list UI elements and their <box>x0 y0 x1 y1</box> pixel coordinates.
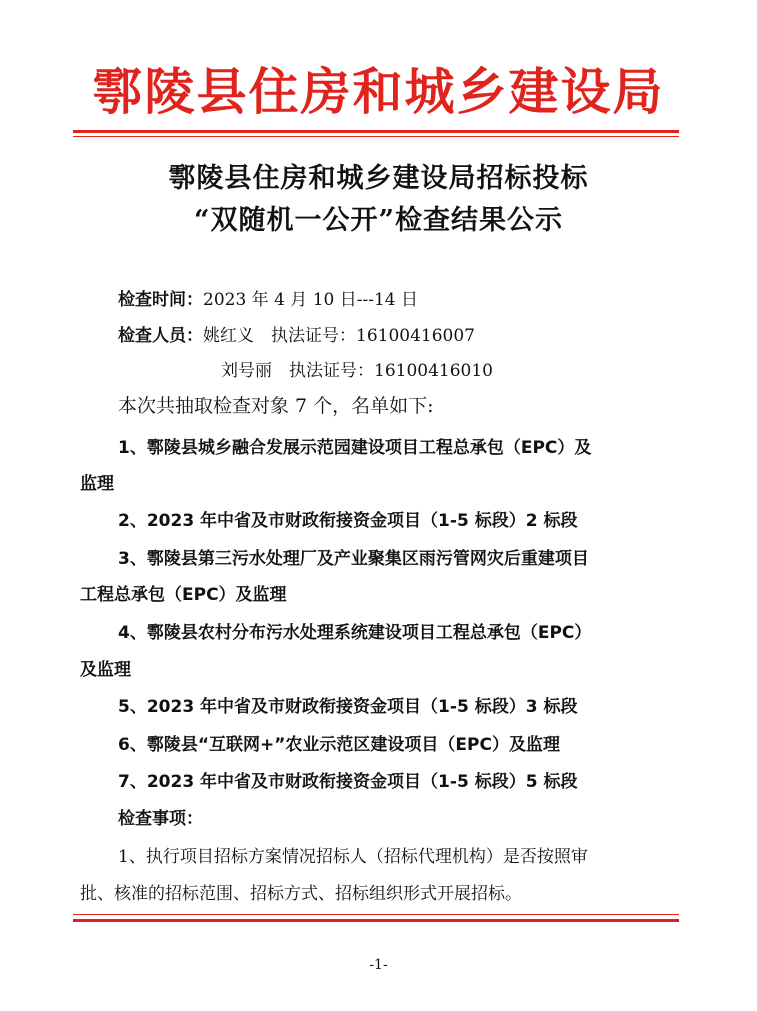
intro-text: 本次共抽取检查对象 7 个，名单如下: <box>118 395 434 417</box>
list-item-1-cont: 监理 <box>80 474 114 494</box>
matter-1-cont: 批、核准的招标范围、招标方式、招标组织形式开展招标。 <box>80 884 522 904</box>
list-item-5: 5、2023 年中省及市财政衔接资金项目（1-5 标段）3 标段 <box>118 697 578 717</box>
inspection-staff-1: 姚红义 执法证号：16100416007 <box>203 326 475 346</box>
list-item-1: 1、鄠陵县城乡融合发展示范园建设项目工程总承包（EPC）及 <box>118 438 592 458</box>
list-item-4-cont: 及监理 <box>80 660 131 680</box>
inspection-staff-label: 检查人员： <box>118 326 203 346</box>
page-number: -1- <box>369 957 388 973</box>
list-item-3: 3、鄠陵县第三污水处理厂及产业聚集区雨污管网灾后重建项目 <box>118 549 589 569</box>
list-item-3-cont: 工程总承包（EPC）及监理 <box>80 585 287 605</box>
masthead-rule-thick <box>73 130 679 133</box>
masthead-organization: 鄠陵县住房和城乡建设局 <box>92 62 665 121</box>
matter-1: 1、执行项目招标方案情况招标人（招标代理机构）是否按照审 <box>118 847 588 867</box>
inspection-staff <box>118 321 475 346</box>
inspection-staff-2: 刘号丽 执法证号：16100416010 <box>221 361 493 381</box>
list-item-6: 6、鄠陵县“互联网+”农业示范区建设项目（EPC）及监理 <box>118 735 560 755</box>
inspection-time-value: 2023 年 4 月 10 日---14 日 <box>203 290 418 310</box>
list-item-7: 7、2023 年中省及市财政衔接资金项目（1-5 标段）5 标段 <box>118 772 578 792</box>
footer-rule-thick <box>73 919 679 922</box>
footer-rule-thin <box>73 914 679 915</box>
masthead-rule-thin <box>73 136 679 137</box>
inspection-time <box>118 285 418 310</box>
list-item-4: 4、鄠陵县农村分布污水处理系统建设项目工程总承包（EPC） <box>118 623 592 643</box>
inspection-time-label: 检查时间： <box>118 290 203 310</box>
list-item-2: 2、2023 年中省及市财政衔接资金项目（1-5 标段）2 标段 <box>118 511 578 531</box>
matters-label: 检查事项： <box>118 809 203 829</box>
document-title-line2: “双随机一公开”检查结果公示 <box>193 205 564 236</box>
document-title-line1: 鄠陵县住房和城乡建设局招标投标 <box>168 163 589 194</box>
